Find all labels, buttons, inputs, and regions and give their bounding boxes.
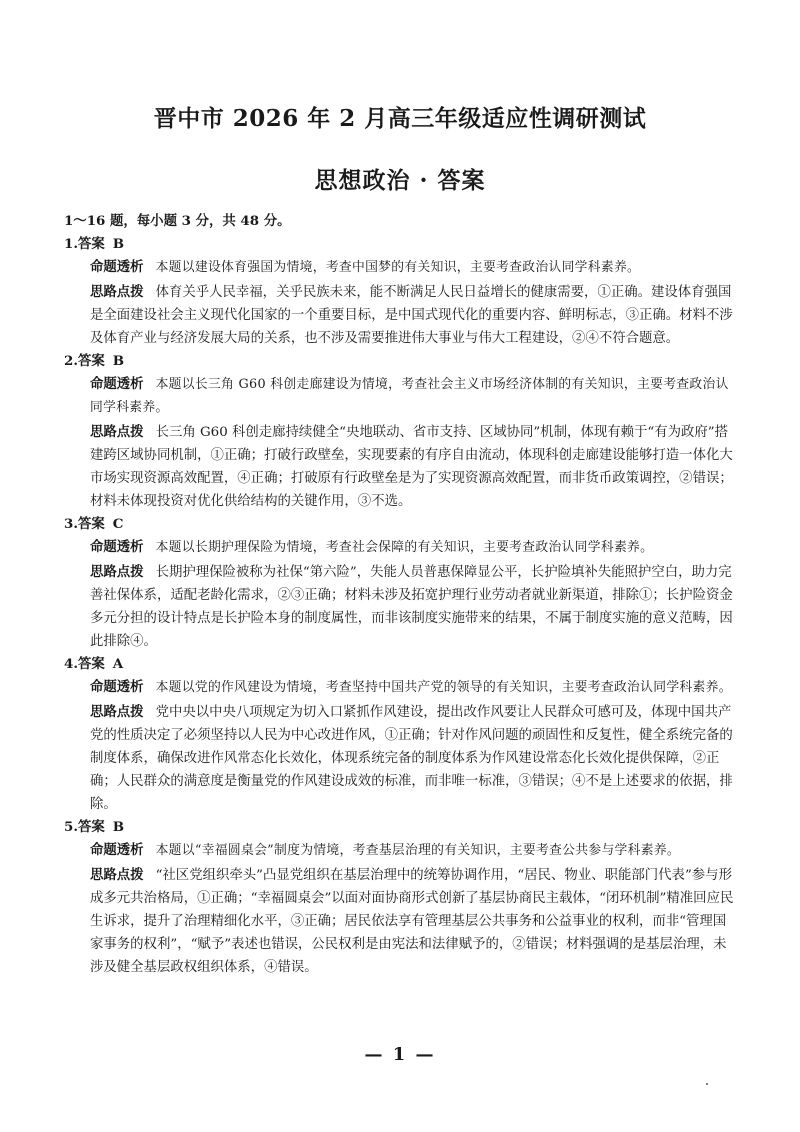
question-heading (64, 653, 736, 676)
question-number: 2. (64, 353, 78, 369)
analysis-paragraph (64, 701, 736, 816)
scoring-intro: 1～16 题，每小题 3 分，共 48 分。 (64, 213, 291, 229)
question-heading (64, 233, 736, 256)
intent-text: 本题以长三角 G60 科创走廊建设为情境，考查社会主义市场经济体制的有关知识，主要考查政治认同学科素养。 (90, 377, 729, 415)
intent-text: 本题以党的作风建设为情境，考查坚持中国共产党的领导的有关知识，主要考查政治认同学科素养。 (155, 680, 732, 695)
analysis-label: 思路点拨 (90, 564, 144, 580)
intent-paragraph (64, 373, 736, 419)
question-heading (64, 350, 736, 373)
answer-choice: B (112, 819, 125, 835)
intent-paragraph (64, 839, 736, 862)
analysis-text: 长三角 G60 科创走廊持续健全“央地联动、省市支持、区域协同”机制，体现有赖于“有为政府”搭建跨区域协同机制，①正确；打破行政壁垒，实现要素的有序自由流动，体现科创走廊建设能够打造一体化大市场实现资源高效配置，④正确；打破原有行政壁垒是为了实现资源高效配置，而非货币政策调控，②错误；材料未体现投资对优化供给结构的关键作用，③不选。 (90, 425, 733, 509)
analysis-text: 体育关乎人民幸福，关乎民族未来，能不断满足人民日益增长的健康需要，①正确。建设体育强国是全面建设社会主义现代化国家的一个重要目标，是中国式现代化的重要内容、鲜明标志，③正确。材料不涉及体育产业与经济发展大局的关系，也不涉及需要推进伟大事业与伟大工程建设，②④不符合题意。 (90, 285, 733, 346)
question-block (64, 653, 736, 816)
answer-choice: B (112, 353, 125, 369)
intent-text: 本题以长期护理保险为情境，考查社会保障的有关知识，主要考查政治认同学科素养。 (155, 540, 654, 555)
answer-label: 答案 (77, 353, 105, 369)
question-number: 4. (64, 656, 78, 672)
question-heading (64, 816, 736, 839)
answer-label: 答案 (77, 236, 105, 252)
intent-label: 命题透析 (90, 842, 144, 858)
analysis-label: 思路点拨 (90, 704, 144, 720)
intent-paragraph (64, 536, 736, 559)
analysis-label: 思路点拨 (90, 424, 144, 440)
scan-speck (706, 1083, 708, 1085)
answer-content (64, 210, 736, 979)
answer-label: 答案 (77, 516, 105, 532)
analysis-text: 长期护理保险被称为社保“第六险”，失能人员普惠保障显公平，长护险填补失能照护空白，助力完善社保体系，适配老龄化需求，②③正确；材料未涉及拓宽护理行业劳动者就业新渠道，排除①；长护险资金多元分担的设计特点是长护险本身的制度属性，而非该制度实施带来的结果，不属于制度实施的意义范畴，因此排除④。 (90, 565, 733, 649)
question-block (64, 350, 736, 513)
question-number: 3. (64, 516, 78, 532)
intent-text: 本题以建设体育强国为情境，考查中国梦的有关知识，主要考查政治认同学科素养。 (155, 260, 641, 275)
question-block (64, 816, 736, 979)
intent-label: 命题透析 (90, 539, 144, 555)
page-number: — 1 — (364, 1044, 436, 1065)
document-subtitle: 思想政治 · 答案 (314, 167, 486, 194)
analysis-paragraph (64, 561, 736, 653)
answer-choice: C (112, 516, 124, 532)
analysis-paragraph (64, 281, 736, 350)
question-block (64, 513, 736, 653)
analysis-text: 党中央以中央八项规定为切入口紧抓作风建设，提出改作风要让人民群众可感可及，体现中国共产党的性质决定了必须坚持以人民为中心改进作风，①正确；针对作风问题的顽固性和反复性，健全系统完备的制度体系，确保改进作风常态化长效化，体现系统完备的制度体系为作风建设常态化长效化提供保障，②正确；人民群众的满意度是衡量党的作风建设成效的标准，而非唯一标准，③错误；④不是上述要求的依据，排除。 (90, 705, 733, 812)
document-title: 晋中市 2026 年 2 月高三年级适应性调研测试 (153, 105, 647, 132)
question-number: 5. (64, 819, 78, 835)
analysis-paragraph (64, 421, 736, 513)
analysis-text: “社区党组织牵头”凸显党组织在基层治理中的统筹协调作用，“居民、物业、职能部门代表”参与形成多元共治格局，①正确；“幸福圆桌会”以面对面协商形式创新了基层协商民主载体，“闭环机制”精准回应民生诉求，提升了治理精细化水平，③正确；居民依法享有管理基层公共事务和公益事业的权利，而非“管理国家事务的权利”，“赋予”表述也错误，公民权利是由宪法和法律赋予的，②错误；材料强调的是基层治理，未涉及健全基层政权组织体系，④错误。 (90, 868, 734, 975)
answer-label: 答案 (77, 819, 105, 835)
analysis-label: 思路点拨 (90, 284, 144, 300)
analysis-label: 思路点拨 (90, 867, 144, 883)
answer-choice: A (112, 656, 124, 672)
intent-paragraph (64, 256, 736, 279)
answer-label: 答案 (77, 656, 105, 672)
question-block (64, 233, 736, 350)
intent-label: 命题透析 (90, 259, 144, 275)
intent-text: 本题以“幸福圆桌会”制度为情境，考查基层治理的有关知识，主要考查公共参与学科素养。 (155, 843, 681, 858)
intent-label: 命题透析 (90, 376, 144, 392)
intent-paragraph (64, 676, 736, 699)
answer-choice: B (112, 236, 125, 252)
analysis-paragraph (64, 864, 736, 979)
intent-label: 命题透析 (90, 679, 144, 695)
question-heading (64, 513, 736, 536)
question-number: 1. (64, 236, 78, 252)
